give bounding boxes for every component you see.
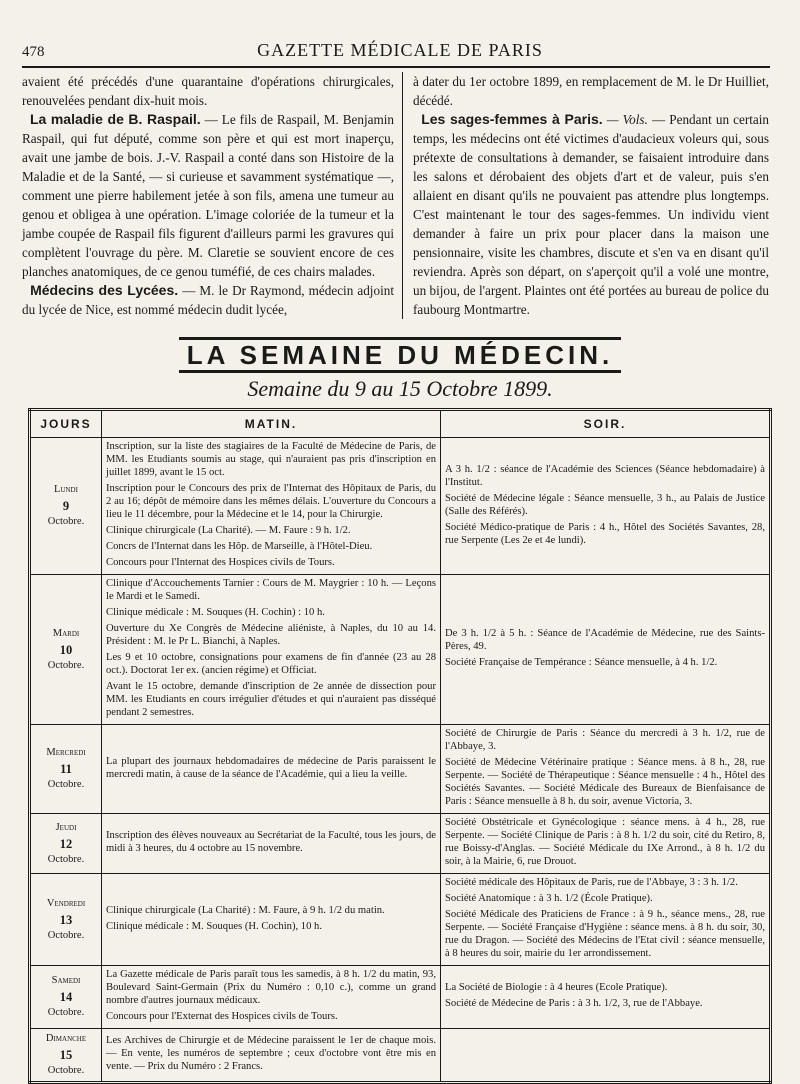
morning-entry: Inscription pour le Concours des prix de l'Internat des Hôpitaux de Paris, du 2 au 16; dépôt de mémoire dans les mêmes délais. L'ouverture du Concours a lieu le 11 décembre, pour la Médecine et le 14, pour la Chirurgie. [106,483,436,520]
morning-entry: Clinique chirurgicale (La Charité). — M. Faure : 9 h. 1/2. [106,525,351,536]
day-num: 12 [59,836,73,851]
morning-entry: Concrs de l'Internat dans les Hôp. de Marseille, à l'Hôtel-Dieu. [106,541,373,552]
evening-entry: A 3 h. 1/2 : séance de l'Académie des Sciences (Séance hebdomadaire) à l'Institut. [445,463,765,488]
right-column [403,72,769,319]
evening-entry: Société Obstétricale et Gynécologique : séance mens. à 4 h., 28, rue Serpente. — Société Clinique de Paris : à 8 h. 1/2 du soir, cité du Retiro, 8, rue Boissy-d'Anglas. — Société Médicale du IXe Arrond., à 8 h. 1/2 du soir, à la Mairie, 6, rue Drouot. [445,817,765,867]
day-month: Octobre. [47,929,85,941]
table-row [30,966,771,1029]
morning-entry: La plupart des journaux hebdomadaires de médecine de Paris paraissent le mercredi matin, à cause de la séance de l'Académie, qui a lieu la veille. [106,755,436,780]
morning-entry: Clinique médicale : M. Souques (H. Cochin) : 10 h. [106,607,325,618]
day-cell [30,575,102,725]
morning-entry: Avant le 15 octobre, demande d'inscription de 2e année de dissection pour MM. les Etudiants en cours irrégulier d'études et qui n'auraient pas disséqué pendant 2 semestres. [106,681,436,718]
day-num: 9 [62,499,70,513]
table-row [30,438,771,575]
day-num: 13 [59,912,73,927]
evening-cell [441,725,771,814]
header-morning: MATIN. [102,410,441,438]
table-row [30,814,771,874]
evening-entry: De 3 h. 1/2 à 5 h. : Séance de l'Académie de Médecine, rue des Saints-Pères, 49. [445,628,765,652]
day-num: 15 [59,1048,73,1062]
right-para-2 [413,110,769,319]
day-cell [30,725,102,814]
section-title-text: LA SEMAINE DU MÉDECIN. [179,337,622,373]
lycees-heading: Médecins des Lycées. [30,282,179,298]
evening-cell [441,874,771,966]
left-para-3 [22,281,394,319]
page-number: 478 [22,44,45,60]
section-subtitle: Semaine du 9 au 15 Octobre 1899. [247,376,553,401]
header-evening: SOIR. [441,410,771,438]
day-day: Jeudi [55,821,77,833]
evening-cell [441,966,771,1029]
morning-cell [102,814,441,874]
table-row [30,874,771,966]
evening-entry: Société Médico-pratique de Paris : 4 h., Hôtel des Sociétés Savantes, 28, rue Serpente (Les 2e et 4e lundi). [445,521,765,546]
day-month: Octobre. [47,1007,85,1018]
morning-entry: Clinique d'Accouchements Tarnier : Cours de M. Maygrier : 10 h. — Leçons le Mardi et le Samedi. [106,578,436,602]
evening-entry: Société Médicale des Praticiens de France : à 9 h., séance mens., 28, rue Serpente. — Société Française d'Hygiène : séance mens. à 8 h. du soir, 30, rue du Dragon. — Société des Médecins de l'Etat civil : séance mensuelle, à 8 heures du soir, mairie du 1er arrondissement. [445,909,765,959]
day-cell [30,966,102,1029]
evening-cell [441,1029,771,1083]
morning-entry: Concours pour l'Externat des Hospices civils de Tours. [106,1011,338,1022]
day-day: Vendredi [46,897,86,909]
sages-femmes-heading: Les sages-femmes à Paris. [421,111,603,127]
morning-entry: Les Archives de Chirurgie et de Médecine paraissent le 1er de chaque mois. — En vente, les numéros de septembre ; ceux d'octobre vont être mis en vente. — Prix du Numéro : 2 Francs. [106,1035,436,1072]
morning-entry: Concours pour l'Internat des Hospices civils de Tours. [106,557,335,568]
weekly-schedule-table [28,408,772,1084]
table-row [30,725,771,814]
evening-entry: La Société de Biologie : à 4 heures (Ecole Pratique). [445,982,668,993]
morning-entry: Clinique médicale : M. Souques (H. Cochin), 10 h. [106,920,322,932]
day-month: Octobre. [47,516,85,527]
running-title: GAZETTE MÉDICALE DE PARIS [257,40,543,60]
evening-entry: Société de Médecine légale : Séance mensuelle, 3 h., au Palais de Justice (Salle des Référés). [445,492,765,517]
day-cell [30,1029,102,1083]
left-para-2 [22,110,394,281]
morning-cell [102,725,441,814]
morning-cell [102,1029,441,1083]
day-month: Octobre. [47,779,85,790]
day-day: Mardi [52,627,80,639]
header-days: JOURS [30,410,102,438]
day-day: Samedi [51,975,81,986]
table-header-row [30,410,771,438]
sages-femmes-text: — Pendant un certain temps, les médecins ont été victimes d'audacieux voleurs qui, sous prétexte de consultations à demander, se faisaient introduire dans les salons et dérobaient des objets d'art et de valeur, puis s'en allaient en disant qu'ils ne pouvaient pas attendre plus longtemps. C'est maintenant le tour des sages-femmes. Un individu vient demander à faire un prix pour placer dans la maison une pensionnaire, visite les chambres, discute et s'en va en disant qu'il reviendra. Après son départ, on s'aperçoit qu'il a volé une montre, un bijou, de l'argent. Plaintes ont été portées au bureau de police du faubourg Montmartre. [413,112,770,317]
morning-entry: Clinique chirurgicale (La Charité) : M. Faure, à 9 h. 1/2 du matin. [106,904,385,916]
morning-cell [102,874,441,966]
morning-entry: La Gazette médicale de Paris paraît tous les samedis, à 8 h. 1/2 du matin, 93, Boulevard Saint-Germain (Prix du Numéro : 0,10 c.), comme un grand nombre d'autres journaux médicaux. [106,969,436,1006]
section-title [0,340,800,371]
evening-cell [441,814,771,874]
raspail-text: — Le fils de Raspail, M. Benjamin Raspail, qui fut député, comme son père et qui est mort inaperçu, avait une jambe de bois. J.-V. Raspail a conté dans son Histoire de la Maladie et de la Santé, — si curieuse et savamment systématique —, comment une pierre habilement jetée à son fils, amena une tumeur au genou et obligea à une opération. L'image coloriée de la tumeur et la jambe coupée de Raspail fils figurent d'ailleurs parmi les gravures qui complètent l'ouvrage du père. M. Claretie se souvient encore de ces planches anatomiques, de ce genou tuméfié, de ces chairs malades. [22,112,395,279]
table-row [30,575,771,725]
day-cell [30,874,102,966]
schedule-body [30,438,771,1083]
day-month: Octobre. [47,659,85,671]
morning-entry: Inscription des élèves nouveaux au Secrétariat de la Faculté, tous les jours, de midi à 3 heures, du 4 octobre au 15 novembre. [106,830,436,854]
day-month: Octobre. [47,1065,85,1076]
vols-subheading: — Vols. [602,112,648,127]
day-month: Octobre. [47,853,85,865]
day-day: Lundi [54,484,78,495]
morning-entry: Inscription, sur la liste des stagiaires de la Faculté de Médecine de Paris, de MM. les Etudiants soumis au stage, qui n'auraient pas pris d'inscription en juillet 1899, avant le 15 oct. [106,441,436,478]
evening-cell [441,575,771,725]
raspail-heading: La maladie de B. Raspail. [29,111,201,127]
morning-entry: Ouverture du Xe Congrès de Médecine aliéniste, à Naples, du 10 au 14. Président : M. le Pr L. Bianchi, à Naples. [106,623,436,647]
day-day: Mercredi [46,747,86,758]
evening-entry: Société de Chirurgie de Paris : Séance du mercredi à 3 h. 1/2, rue de l'Abbaye, 3. [445,728,765,752]
day-cell [30,814,102,874]
evening-cell [441,438,771,575]
evening-entry: Société Française de Tempérance : Séance mensuelle, à 4 h. 1/2. [445,657,718,668]
evening-entry: Société médicale des Hôpitaux de Paris, rue de l'Abbaye, 3 : 3 h. 1/2. [445,877,738,888]
morning-cell [102,966,441,1029]
evening-entry: Société de Médecine de Paris : à 3 h. 1/2, 3, rue de l'Abbaye. [445,998,703,1009]
day-num: 11 [60,762,72,776]
evening-entry: Société Anatomique : à 3 h. 1/2 (École Pratique). [445,893,653,904]
table-row [30,1029,771,1083]
morning-entry: Les 9 et 10 octobre, consignations pour examens de fin d'année (23 au 28 oct.). Doctorat 1er ex. (ancien régime) et Officiat. [106,652,436,676]
morning-cell [102,438,441,575]
lycees-text: — M. le Dr Raymond, médecin adjoint du lycée de Nice, est nommé médecin dudit lycée, [22,283,394,317]
article-columns [22,72,770,319]
header-rule [22,66,770,68]
day-day: Dimanche [45,1033,87,1044]
day-cell [30,438,102,575]
day-num: 10 [59,642,73,657]
left-para-1: avaient été précédés d'une quarantaine d'opérations chirurgicales, renouvelées pendant dix-huit mois. [22,74,394,108]
day-num: 14 [59,990,73,1004]
evening-entry: Société de Médecine Vétérinaire pratique : Séance mens. à 8 h., 28, rue Serpente. — Société de Thérapeutique : Séance mensuelle : 4 h., Hôtel des Sociétés Savantes. — Société Médicale des Bureaux de Bienfaisance de Paris : Séance mensuelle à 8 h. du soir, avenue Victoria, 3. [445,757,765,807]
left-column [22,72,403,319]
morning-cell [102,575,441,725]
right-para-1: à dater du 1er octobre 1899, en remplacement de M. le Dr Huilliet, décédé. [413,74,769,108]
